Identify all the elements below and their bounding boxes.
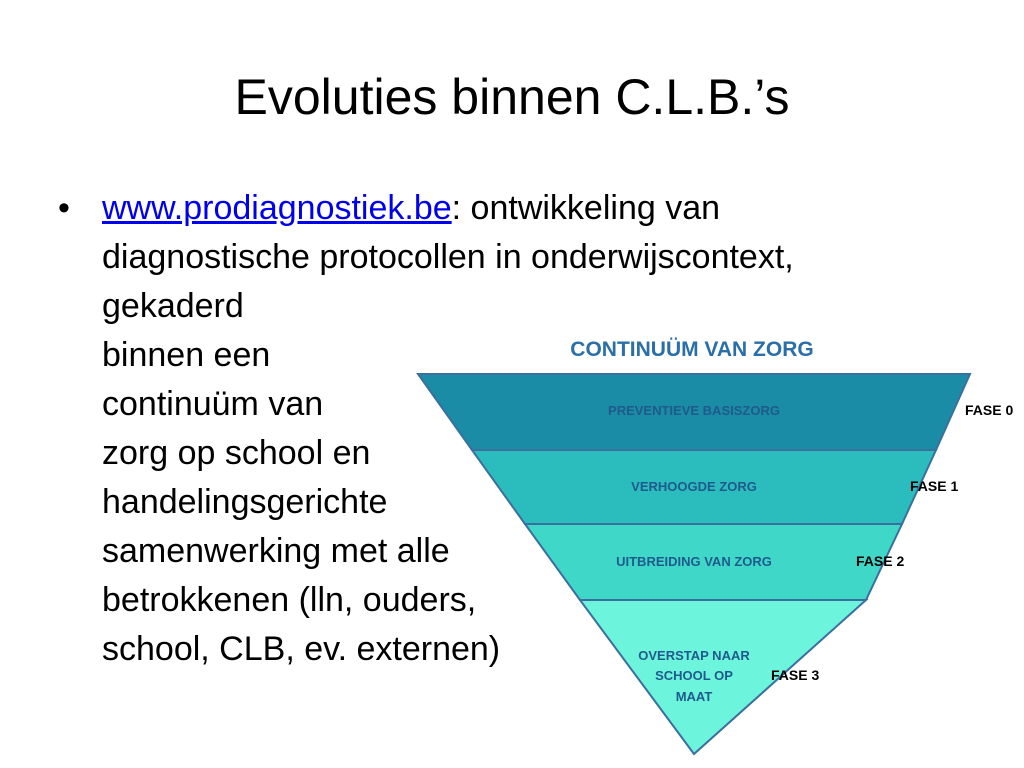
bullet-line: school, CLB, ev. externen) <box>102 630 501 668</box>
bullet-line: zorg op school en <box>102 434 371 472</box>
pyramid-level-2-label: UITBREIDING VAN ZORG <box>616 554 772 569</box>
prodiagnostiek-link[interactable]: www.prodiagnostiek.be <box>102 189 452 227</box>
phase-0-label: FASE 0 <box>965 402 1014 418</box>
pyramid-level-3-label-line-3: MAAT <box>675 689 713 704</box>
bullet-line: samenwerking met alle <box>102 532 450 570</box>
bullet-line: binnen een <box>102 336 271 374</box>
bullet-line-1 <box>102 184 982 233</box>
bullet-line: handelingsgerichte <box>102 483 388 521</box>
pyramid-level-1-label: VERHOOGDE ZORG <box>631 479 757 494</box>
bullet-line: diagnostische protocollen in onderwijscontext, <box>102 238 794 276</box>
phase-1-label: FASE 1 <box>910 478 959 494</box>
care-continuum-diagram <box>410 330 1020 760</box>
inverted-pyramid <box>410 330 1020 760</box>
phase-3-label: FASE 3 <box>771 667 820 683</box>
pyramid-level-0-label: PREVENTIEVE BASISZORG <box>608 403 780 418</box>
pyramid-level-3-label-line-2: SCHOOL OP <box>655 668 733 683</box>
pyramid-level-3-label-line-1: OVERSTAP NAAR <box>638 648 750 663</box>
bullet-line: betrokkenen (lln, ouders, <box>102 581 477 619</box>
bullet-line-1-rest: : ontwikkeling van <box>451 189 721 227</box>
diagram-title: CONTINUÜM VAN ZORG <box>570 338 814 361</box>
slide-title: Evoluties binnen C.L.B.’s <box>234 69 790 125</box>
bullet-dot: • <box>58 189 70 227</box>
bullet-line: continuüm van <box>102 385 324 423</box>
bullet-line: gekaderd <box>102 287 244 325</box>
phase-2-label: FASE 2 <box>856 553 905 569</box>
